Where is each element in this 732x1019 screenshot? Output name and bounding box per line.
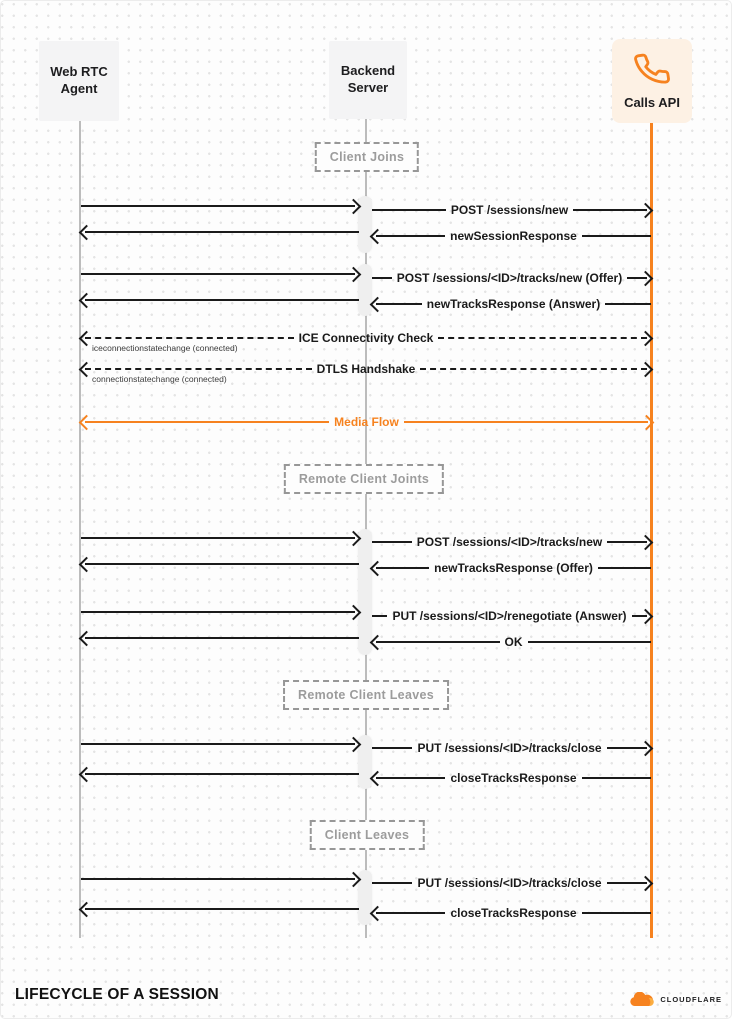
arrow-webrtc-to-backend xyxy=(81,198,359,214)
arrow-backend-to-calls xyxy=(372,202,651,218)
arrowhead-right-icon xyxy=(638,875,654,891)
arrow-calls-to-backend xyxy=(372,905,651,921)
message-label: ICE Connectivity Check xyxy=(298,331,434,345)
arrow-line xyxy=(81,205,355,207)
arrow-media-flow xyxy=(81,414,652,430)
arrow-calls-to-backend xyxy=(372,228,651,244)
arrow-line xyxy=(582,235,651,237)
cloudflare-wordmark: CLOUDFLARE xyxy=(660,995,722,1004)
arrowhead-right-icon xyxy=(346,604,362,620)
arrow-webrtc-to-backend xyxy=(81,871,359,887)
arrowhead-left-icon xyxy=(79,901,95,917)
actor-webrtc-agent-label xyxy=(50,64,108,98)
arrow-line xyxy=(376,912,445,914)
step-client-leaves: Client Leaves xyxy=(310,820,425,850)
arrow-line xyxy=(85,231,359,233)
arrow-webrtc-to-backend xyxy=(81,530,359,546)
arrowhead-right-icon xyxy=(638,740,654,756)
arrow-line xyxy=(81,611,355,613)
arrow-backend-to-webrtc xyxy=(81,901,359,917)
actor-backend-server-label xyxy=(341,63,395,97)
actor-backend-server xyxy=(329,41,407,119)
arrowhead-left-icon xyxy=(79,766,95,782)
arrow-calls-to-backend xyxy=(372,770,651,786)
message-label: DTLS Handshake xyxy=(316,362,416,376)
activation-bar xyxy=(358,529,372,655)
actor-calls-api xyxy=(612,39,692,123)
message-label: OK xyxy=(504,635,523,649)
arrow-backend-to-webrtc xyxy=(81,630,359,646)
arrowhead-left-icon xyxy=(370,560,386,576)
message-label: PUT /sessions/<ID>/renegotiate (Answer) xyxy=(392,609,627,623)
message-label: closeTracksResponse xyxy=(450,771,577,785)
arrow-line xyxy=(372,541,412,543)
arrow-backend-to-calls xyxy=(372,875,651,891)
actor-webrtc-agent xyxy=(39,41,119,121)
arrowhead-left-icon xyxy=(370,228,386,244)
cloudflare-logo xyxy=(630,992,722,1007)
arrow-calls-to-backend xyxy=(372,634,651,650)
arrowhead-right-icon xyxy=(346,530,362,546)
arrow-backend-to-webrtc xyxy=(81,292,359,308)
arrow-backend-to-webrtc xyxy=(81,766,359,782)
arrow-line xyxy=(420,368,647,370)
arrow-line xyxy=(372,882,412,884)
arrow-line xyxy=(573,209,647,211)
arrow-line xyxy=(85,368,312,370)
message-label: newTracksResponse (Offer) xyxy=(434,561,593,575)
arrow-line xyxy=(85,299,359,301)
arrowhead-left-icon xyxy=(79,414,95,430)
cloudflare-cloud-icon xyxy=(630,992,657,1007)
step-remote-client-leaves: Remote Client Leaves xyxy=(283,680,449,710)
step-client-joins: Client Joins xyxy=(315,142,419,172)
arrowhead-left-icon xyxy=(370,634,386,650)
arrowhead-left-icon xyxy=(79,630,95,646)
actor-calls-api-label: Calls API xyxy=(624,94,680,110)
arrowhead-right-icon xyxy=(638,330,654,346)
arrowhead-right-icon xyxy=(638,361,654,377)
arrow-line xyxy=(605,303,651,305)
arrow-line xyxy=(528,641,652,643)
arrowhead-right-icon xyxy=(346,266,362,282)
arrow-calls-to-backend xyxy=(372,296,651,312)
arrowhead-left-icon xyxy=(370,770,386,786)
arrow-line xyxy=(372,277,392,279)
event-note: iceconnectionstatechange (connected) xyxy=(92,343,238,353)
arrow-line xyxy=(404,421,648,423)
diagram-title: LIFECYCLE OF A SESSION xyxy=(15,986,219,1003)
message-label: POST /sessions/new xyxy=(450,203,569,217)
arrowhead-right-icon xyxy=(346,736,362,752)
arrow-line xyxy=(438,337,647,339)
arrow-line xyxy=(372,615,387,617)
arrow-line xyxy=(85,421,329,423)
arrow-line xyxy=(85,637,359,639)
arrow-backend-to-calls xyxy=(372,534,651,550)
arrow-line xyxy=(85,337,294,339)
activation-bar xyxy=(358,264,372,316)
arrow-webrtc-to-backend xyxy=(81,736,359,752)
arrow-backend-to-calls xyxy=(372,270,651,286)
message-label: PUT /sessions/<ID>/tracks/close xyxy=(417,741,602,755)
arrow-line xyxy=(376,777,445,779)
arrowhead-left-icon xyxy=(370,296,386,312)
arrow-line xyxy=(81,878,355,880)
arrow-webrtc-to-backend xyxy=(81,604,359,620)
arrow-webrtc-to-backend xyxy=(81,266,359,282)
arrow-line xyxy=(598,567,651,569)
arrow-line xyxy=(81,743,355,745)
arrow-line xyxy=(85,773,359,775)
message-label: newTracksResponse (Answer) xyxy=(426,297,601,311)
arrowhead-right-icon xyxy=(638,534,654,550)
message-label: Media Flow xyxy=(334,415,399,429)
arrowhead-right-icon xyxy=(639,414,655,430)
actor-label-line: Agent xyxy=(60,81,98,96)
arrowhead-right-icon xyxy=(638,608,654,624)
arrowhead-left-icon xyxy=(79,224,95,240)
message-label: PUT /sessions/<ID>/tracks/close xyxy=(417,876,602,890)
step-remote-client-joints: Remote Client Joints xyxy=(284,464,444,494)
arrow-backend-to-webrtc xyxy=(81,224,359,240)
arrowhead-left-icon xyxy=(79,292,95,308)
arrow-line xyxy=(85,908,359,910)
arrowhead-left-icon xyxy=(370,905,386,921)
arrow-backend-to-calls xyxy=(372,740,651,756)
actor-label-line: Backend xyxy=(340,63,396,79)
arrow-backend-to-calls xyxy=(372,608,651,624)
actor-label-line: Server xyxy=(347,80,389,95)
arrowhead-left-icon xyxy=(79,556,95,572)
arrowhead-right-icon xyxy=(346,198,362,214)
arrow-calls-to-backend xyxy=(372,560,651,576)
lifeline-calls-api xyxy=(650,123,653,938)
arrow-line xyxy=(372,747,412,749)
arrow-line xyxy=(376,641,500,643)
actor-label-line: Web RTC xyxy=(50,64,108,80)
arrow-line xyxy=(85,563,359,565)
message-label: closeTracksResponse xyxy=(450,906,577,920)
arrow-line xyxy=(81,273,355,275)
message-label: newSessionResponse xyxy=(450,229,577,243)
arrowhead-right-icon xyxy=(346,871,362,887)
message-label: POST /sessions/<ID>/tracks/new (Offer) xyxy=(396,271,623,285)
message-label: POST /sessions/<ID>/tracks/new xyxy=(416,535,603,549)
arrowhead-right-icon xyxy=(638,270,654,286)
arrow-backend-to-webrtc xyxy=(81,556,359,572)
arrow-line xyxy=(582,777,651,779)
arrowhead-right-icon xyxy=(638,202,654,218)
phone-icon xyxy=(632,48,673,89)
arrow-line xyxy=(582,912,651,914)
arrow-line xyxy=(372,209,446,211)
arrow-line xyxy=(81,537,355,539)
arrow-line xyxy=(376,235,445,237)
event-note: connectionstatechange (connected) xyxy=(92,374,227,384)
